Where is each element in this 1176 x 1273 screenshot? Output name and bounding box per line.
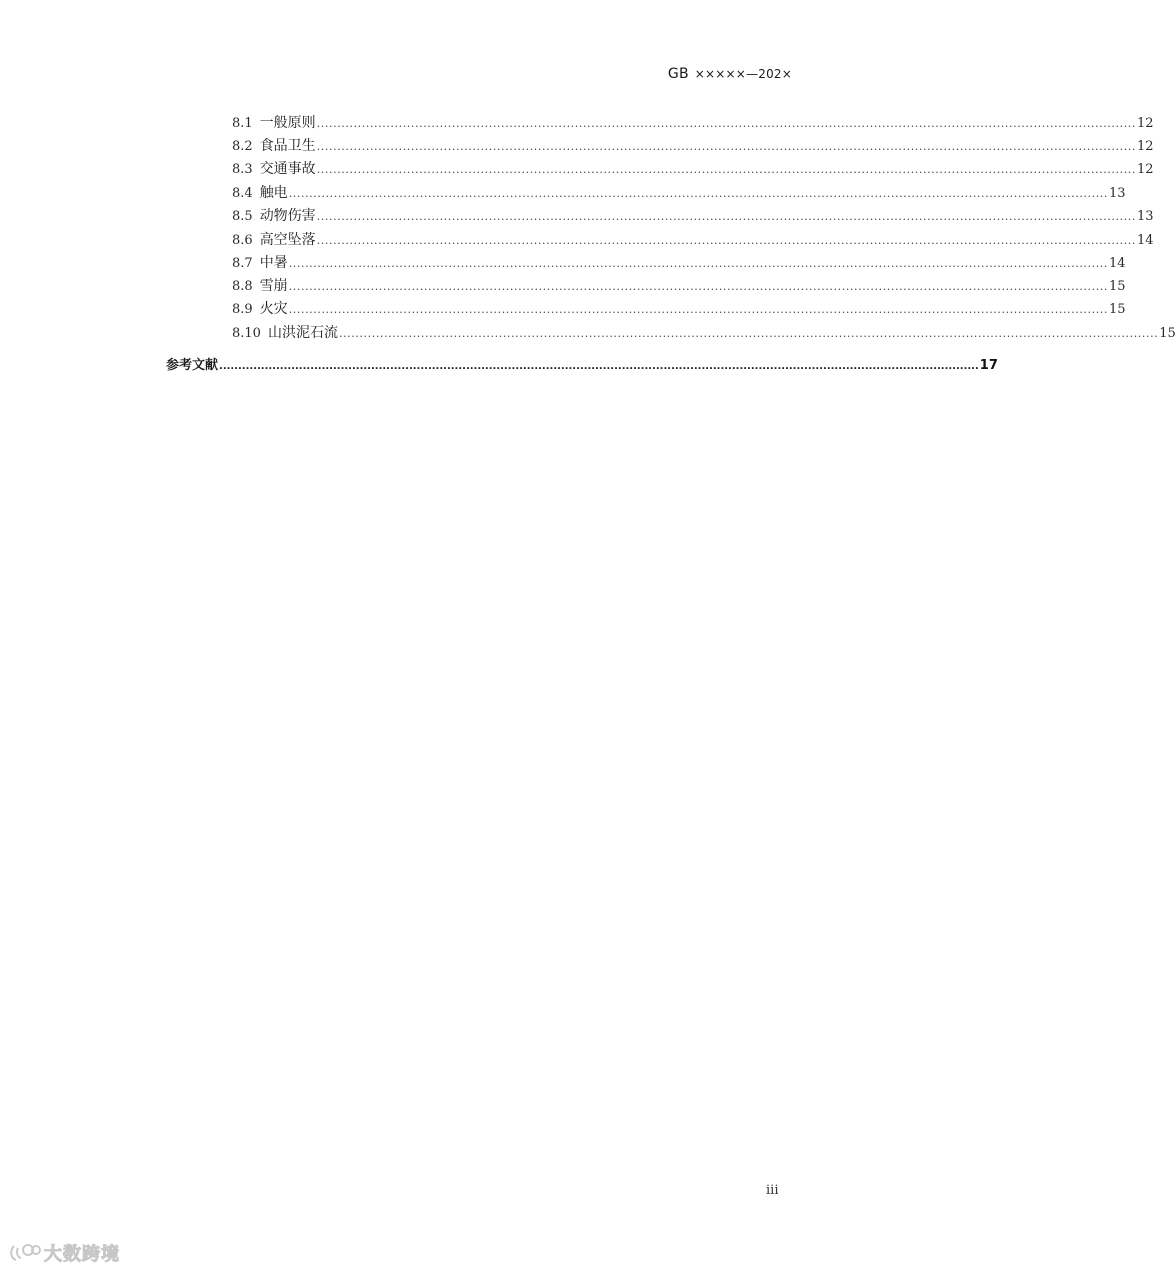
toc-dot-leader: ........................................................................................................................................................................................................	[288, 257, 1109, 270]
page-number: iii	[766, 1183, 779, 1198]
toc-entry[interactable]	[232, 135, 1154, 157]
toc-references-title: 参考文献	[166, 358, 219, 373]
toc-entry-number: 8.9	[232, 302, 253, 317]
toc-entry-title: 雪崩	[259, 278, 288, 294]
toc-entry-number: 8.7	[232, 256, 253, 271]
toc-entry-page: 14	[1109, 256, 1126, 271]
toc-entry-references[interactable]	[166, 355, 998, 377]
toc-dot-leader: ........................................................................................................................................................................................................	[316, 140, 1137, 153]
watermark	[8, 1240, 120, 1266]
toc-dot-leader: ........................................................................................................................................................................................................	[316, 163, 1137, 176]
toc-entry-page: 12	[1137, 116, 1154, 131]
toc-entry-page: 12	[1137, 162, 1154, 177]
toc-dot-leader: ........................................................................................................................................................................................................	[288, 187, 1109, 200]
toc-entry[interactable]	[232, 182, 1126, 204]
toc-dot-leader: ........................................................................................................................................................................................................	[288, 303, 1109, 316]
toc-entry-title: 山洪泥石流	[267, 325, 338, 341]
toc-entry[interactable]	[232, 252, 1126, 274]
toc-entry-number: 8.1	[232, 116, 253, 131]
toc-dot-leader: ........................................................................................................................................................................................................	[288, 280, 1109, 293]
standard-prefix: GB	[667, 66, 689, 82]
toc-entry[interactable]	[232, 229, 1154, 251]
watermark-logo-icon	[8, 1242, 42, 1264]
toc-entry-number: 8.3	[232, 162, 253, 177]
toc-entry-title: 高空坠落	[259, 232, 316, 248]
watermark-text: 大数跨境	[44, 1244, 120, 1265]
toc-entry-number: 8.2	[232, 139, 253, 154]
toc-entry-title: 火灾	[259, 301, 288, 317]
toc-dot-leader: ........................................................................................................................................................................................................	[316, 117, 1137, 130]
toc-entry-number: 8.6	[232, 233, 253, 248]
toc-entry-number: 8.5	[232, 209, 253, 224]
toc-entry-page: 14	[1137, 233, 1154, 248]
toc-entry-title: 交通事故	[259, 161, 316, 177]
toc-entry-title: 动物伤害	[259, 208, 316, 224]
toc-entry[interactable]	[232, 205, 1154, 227]
toc-dot-leader: ........................................................................................................................................................................................................	[219, 361, 979, 372]
toc-entry-title: 食品卫生	[259, 138, 316, 154]
toc-entry-number: 8.10	[232, 326, 261, 341]
toc-dot-leader: ........................................................................................................................................................................................................	[316, 210, 1137, 223]
toc-entry-page: 15	[1109, 302, 1126, 317]
toc-entry[interactable]	[232, 322, 1176, 344]
toc-entry[interactable]	[232, 298, 1126, 320]
standard-header	[668, 66, 792, 82]
standard-code: ×××××—202×	[694, 67, 792, 81]
toc-entry-title: 一般原则	[259, 115, 316, 131]
toc-dot-leader: ........................................................................................................................................................................................................	[338, 327, 1159, 340]
toc-entry[interactable]	[232, 275, 1126, 297]
toc-entry-number: 8.8	[232, 279, 253, 294]
toc-entry-page: 12	[1137, 139, 1154, 154]
toc-references-page: 17	[979, 358, 998, 373]
toc-entry-page: 15	[1159, 326, 1176, 341]
toc-dot-leader: ........................................................................................................................................................................................................	[316, 234, 1137, 247]
toc-entry-title: 触电	[259, 185, 288, 201]
toc-entry-page: 15	[1109, 279, 1126, 294]
toc-entry[interactable]	[232, 158, 1154, 180]
toc-entry-page: 13	[1109, 186, 1126, 201]
toc-entry-title: 中暑	[259, 255, 288, 271]
toc-entry-number: 8.4	[232, 186, 253, 201]
toc-entry[interactable]	[232, 112, 1154, 134]
toc-entry-page: 13	[1137, 209, 1154, 224]
